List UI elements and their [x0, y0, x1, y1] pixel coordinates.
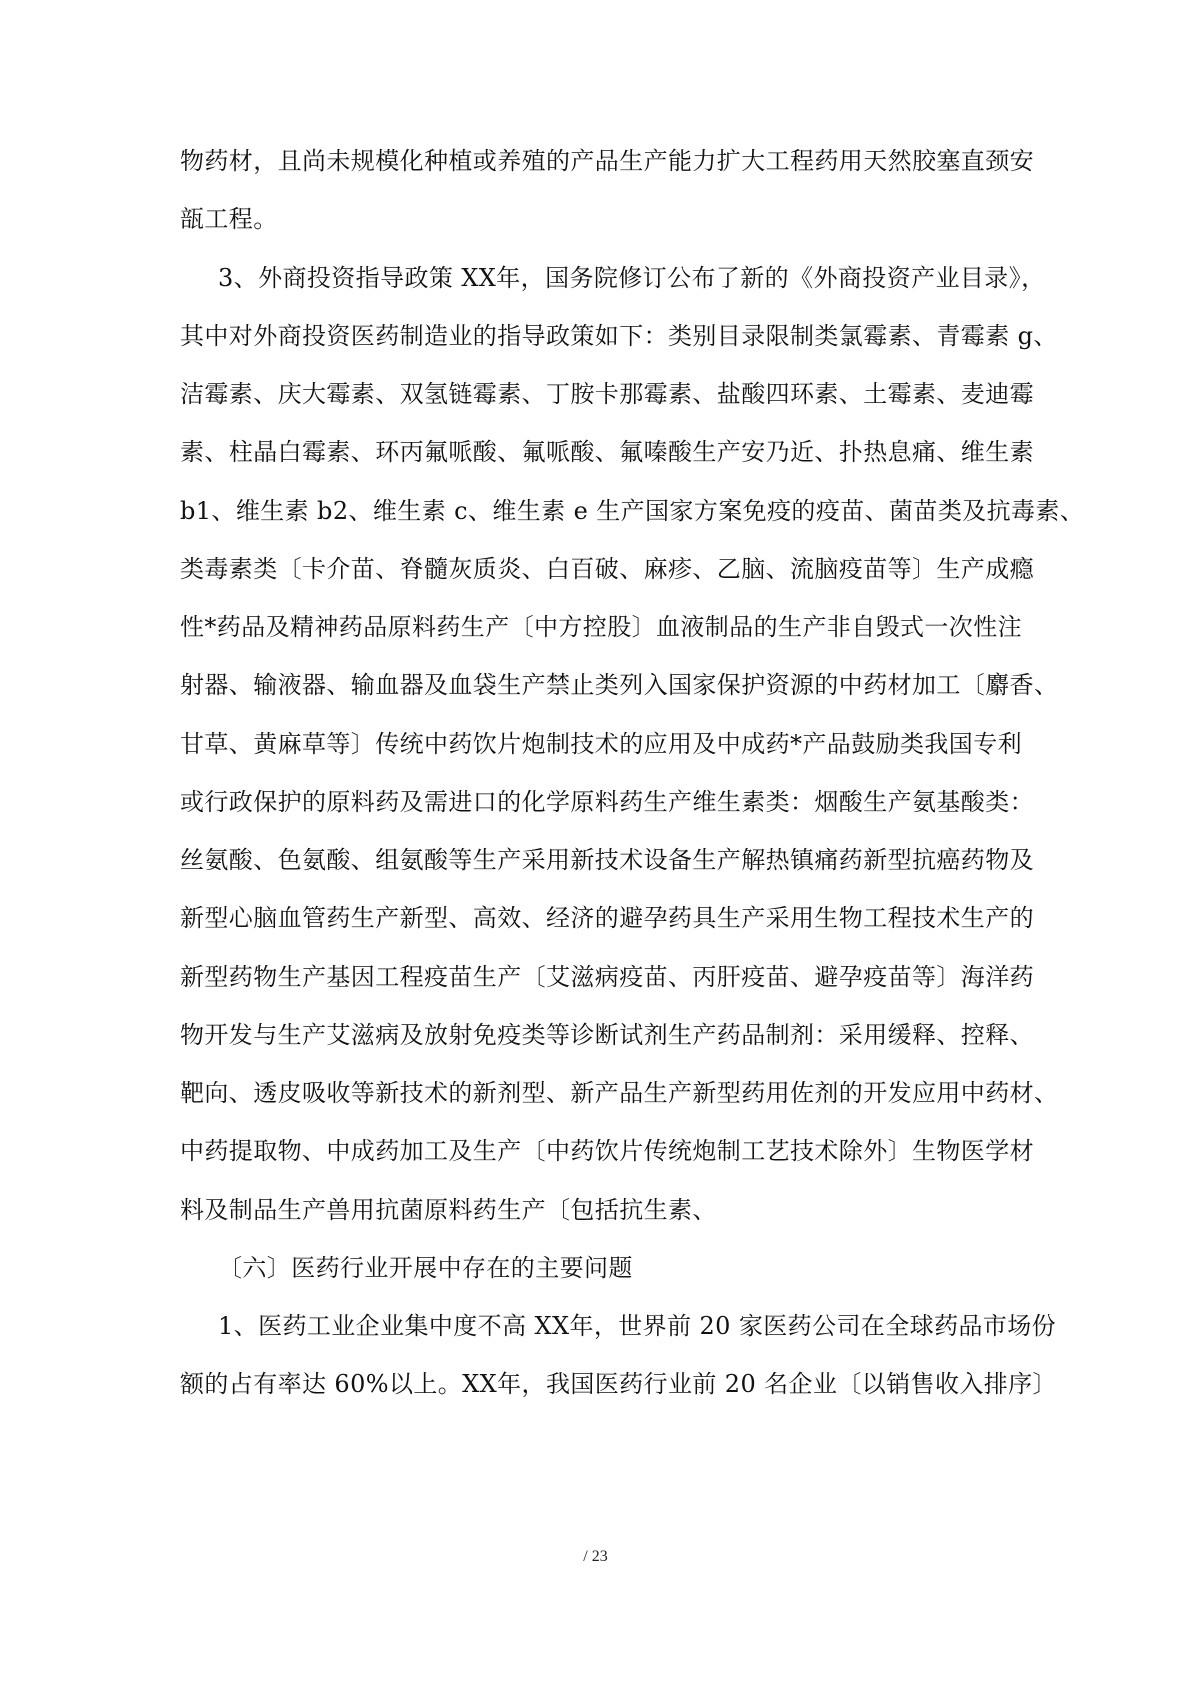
text-line: 或行政保护的原料药及需进口的化学原料药生产维生素类：烟酸生产氨基酸类：: [180, 788, 1034, 816]
text-line: 靶向、透皮吸收等新技术的新剂型、新产品生产新型药用佐剂的开发应用中药材、: [180, 1079, 1059, 1107]
text-line: 新型药物生产基因工程疫苗生产〔艾滋病疫苗、丙肝疫苗、避孕疫苗等〕海洋药: [180, 963, 1034, 991]
text-line: 洁霉素、庆大霉素、双氢链霉素、丁胺卡那霉素、盐酸四环素、土霉素、麦迪霉: [180, 380, 1034, 408]
paragraph-first-line: 3、外商投资指导政策 XX年，国务院修订公布了新的《外商投资产业目录》，: [218, 264, 1046, 292]
text-line: 类毒素类〔卡介苗、脊髓灰质炎、白百破、麻疹、乙脑、流脑疫苗等〕生产成瘾: [180, 555, 1034, 583]
text-line: 性*药品及精神药品原料药生产〔中方控股〕血液制品的生产非自毁式一次性注: [180, 613, 1022, 641]
paragraph-first-line: 1、医药工业企业集中度不高 XX年，世界前 20 家医药公司在全球药品市场份: [218, 1312, 1057, 1340]
text-line: 物开发与生产艾滋病及放射免疫类等诊断试剂生产药品制剂：采用缓释、控释、: [180, 1021, 1034, 1049]
text-line: 料及制品生产兽用抗菌原料药生产〔包括抗生素、: [180, 1196, 717, 1224]
text-line: 其中对外商投资医药制造业的指导政策如下：类别目录限制类氯霉素、青霉素 g、: [180, 322, 1058, 350]
text-line: 额的占有率达 60%以上。XX年，我国医药行业前 20 名企业〔以销售收入排序〕: [180, 1370, 1057, 1398]
section-heading: 〔六〕医药行业开展中存在的主要问题: [218, 1254, 633, 1282]
text-line: 甘草、黄麻草等〕传统中药饮片炮制技术的应用及中成药*产品鼓励类我国专利: [180, 730, 1022, 758]
text-line: 射器、输液器、输血器及血袋生产禁止类列入国家保护资源的中药材加工〔麝香、: [180, 671, 1059, 699]
text-line: 丝氨酸、色氨酸、组氨酸等生产采用新技术设备生产解热镇痛药新型抗癌药物及: [180, 846, 1034, 874]
page-number: / 23: [583, 1548, 608, 1565]
text-line: b1、维生素 b2、维生素 c、维生素 e 生产国家方案免疫的疫苗、菌苗类及抗毒素、: [180, 497, 1085, 525]
text-line: 物药材，且尚未规模化种植或养殖的产品生产能力扩大工程药用天然胶塞直颈安: [180, 147, 1034, 175]
text-line: 瓿工程。: [180, 205, 278, 233]
text-line: 新型心脑血管药生产新型、高效、经济的避孕药具生产采用生物工程技术生产的: [180, 904, 1034, 932]
text-line: 中药提取物、中成药加工及生产〔中药饮片传统炮制工艺技术除外〕生物医学材: [180, 1137, 1034, 1165]
text-line: 素、柱晶白霉素、环丙氟哌酸、氟哌酸、氟嗪酸生产安乃近、扑热息痛、维生素: [180, 438, 1034, 466]
